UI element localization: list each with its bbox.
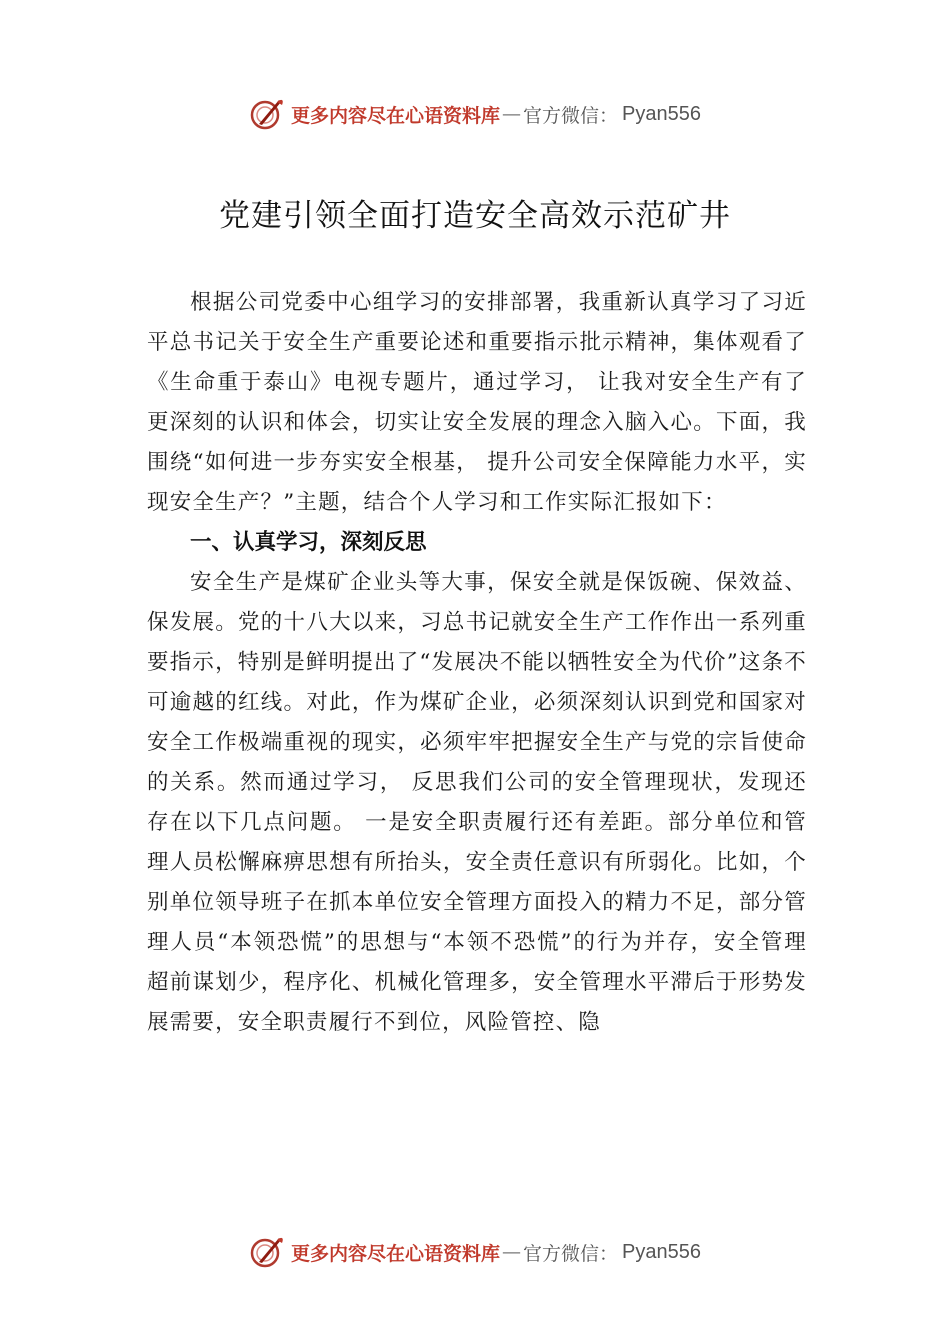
watermark-account: Pyan556 <box>622 102 701 125</box>
watermark-wechat-label: 官方微信： <box>523 1242 619 1265</box>
section-paragraph: 安全生产是煤矿企业头等大事，保安全就是保饭碗、保效益、保发展。党的十八大以来，习总书记就安全生产工作作出一系列重要指示，特别是鲜明提出了“发展决不能以牺牲安全为代价”这条不可逾越的红线。对此，作为煤矿企业，必须深刻认识到党和国家对安全工作极端重视的现实，必须牢牢把握安全生产与党的宗旨使命的关系。然而通过学习， 反思我们公司的安全管理现状，发现还存在以下几点问题。 一是安全职责履行还有差距。部分单位和管理人员松懈麻痹思想有所抬头，安全责任意识有所弱化。比如，个别单位领导班子在抓本单位安全管理方面投入的精力不足，部分管理人员“本领恐慌”的思想与“本领不恐慌”的行为并存，安全管理超前谋划少，程序化、机械化管理多，安全管理水平滞后于形势发展需要，安全职责履行不到位，风险管控、隐 <box>147 570 807 1035</box>
watermark-brand: 更多内容尽在心语资料库 <box>291 1242 501 1265</box>
document-body <box>147 283 807 1043</box>
watermark-wechat-label: 官方微信： <box>523 104 619 127</box>
watermark-header <box>0 94 950 134</box>
watermark-brand: 更多内容尽在心语资料库 <box>291 104 501 127</box>
watermark-account: Pyan556 <box>622 1240 701 1263</box>
section-heading: 一、认真学习，深刻反思 <box>190 530 427 555</box>
quill-logo-icon <box>249 1234 285 1270</box>
watermark-footer <box>0 1232 950 1272</box>
quill-logo-icon <box>249 96 285 132</box>
watermark-dash: — <box>502 103 522 125</box>
document-title: 党建引领全面打造安全高效示范矿井 <box>219 198 731 234</box>
watermark-dash: — <box>502 1241 522 1263</box>
intro-paragraph: 根据公司党委中心组学习的安排部署，我重新认真学习了习近平总书记关于安全生产重要论述和重要指示批示精神，集体观看了《生命重于泰山》电视专题片，通过学习， 让我对安全生产有了更深刻的认识和体会，切实让安全发展的理念入脑入心。下面，我围绕“如何进一步夯实安全根基， 提升公司安全保障能力水平，实现安全生产？”主题，结合个人学习和工作实际汇报如下： <box>147 290 807 515</box>
